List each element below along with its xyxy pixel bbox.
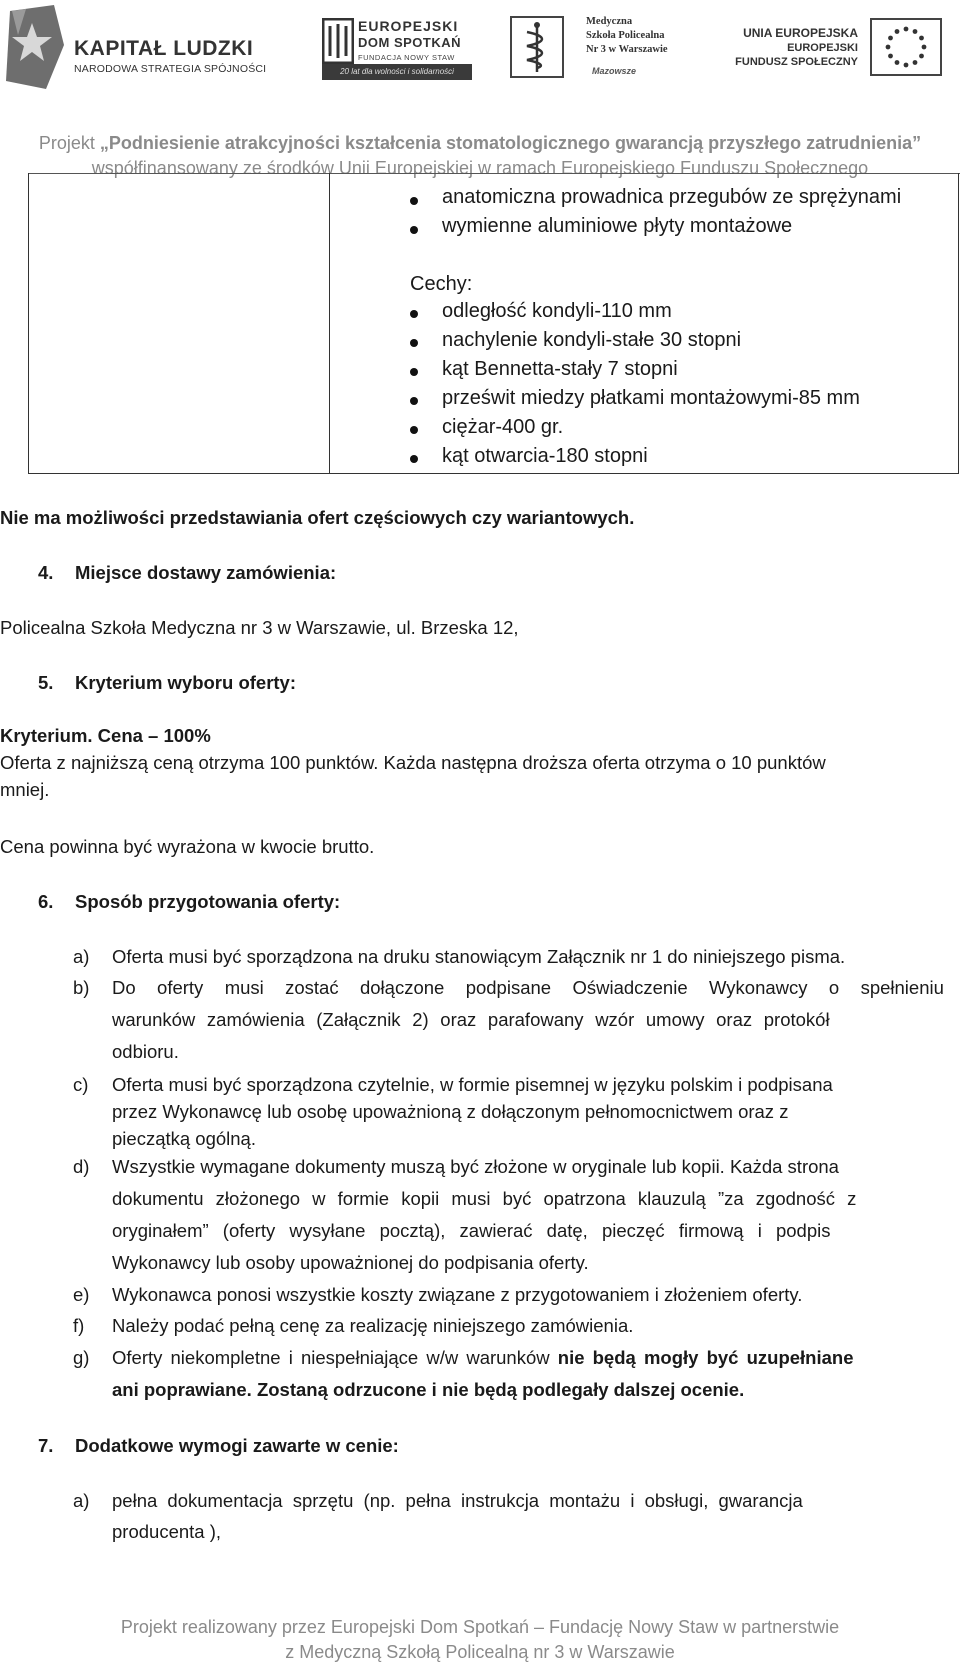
medyczna-szkola-logo (510, 16, 685, 80)
section-7-title: Dodatkowe wymogi zawarte w cenie: (75, 1435, 399, 1456)
kapital-ludzki-title: KAPITAŁ LUDZKI (74, 37, 254, 60)
list-item-text: oryginałem” (oferty wysyłane pocztą), zawierać datę, pieczęć firmową i podpis (112, 1220, 831, 1241)
list-item-label: f) (73, 1315, 85, 1336)
list-item-text-normal: Oferty niekompletne i niespełniające w/w warunków (112, 1347, 558, 1368)
section-5-title: Kryterium wyboru oferty: (75, 672, 297, 693)
eds-band: 20 lat dla wolności i solidarności (322, 64, 472, 80)
list-item-label: a) (73, 1490, 90, 1511)
section-6-number: 6. (38, 891, 54, 912)
table-left-border (28, 173, 29, 474)
list-item-text-bold: ani poprawiane. Zostaną odrzucone i nie będą podlegały dalszej ocenie. (112, 1379, 745, 1400)
section-7-number: 7. (38, 1435, 54, 1456)
feature-item: kąt Bennetta-stały 7 stopni (442, 358, 678, 380)
caduceus-icon (512, 18, 562, 76)
project-title: „Podniesienie atrakcyjności kształcenia stomatologicznego gwarancją przyszłego zatrudnienia” (99, 133, 922, 153)
bullet-icon (410, 368, 418, 376)
ue-line3: FUNDUSZ SPOŁECZNY (735, 56, 858, 68)
eds-emblem-icon (322, 18, 354, 64)
footer-line-1: Projekt realizowany przez Europejski Dom Spotkań – Fundację Nowy Staw w partnerstwie (120, 1617, 840, 1637)
list-item-label: e) (73, 1284, 90, 1305)
eu-flag-icon (870, 18, 942, 76)
offer-scoring-line-2: mniej. (0, 779, 50, 800)
bullet-icon (410, 197, 418, 205)
eds-line2: DOM SPOTKAŃ (358, 35, 461, 50)
list-item-text: Wykonawca ponosi wszystkie koszty związane z przygotowaniem i złożeniem oferty. (112, 1284, 803, 1305)
features-label: Cechy: (410, 273, 473, 295)
word: oferty (157, 977, 204, 998)
list-item-text-bold: nie będą mogły być uzupełniane (557, 1347, 854, 1368)
list-item-text: Oferta musi być sporządzona na druku stanowiącym Załącznik nr 1 do niniejszego pisma. (112, 946, 846, 967)
list-item-text: pełna dokumentacja sprzętu (np. pełna instrukcja montażu i obsługi, gwarancja (112, 1490, 803, 1511)
bullet-icon (410, 455, 418, 463)
kapital-ludzki-logo (6, 5, 276, 95)
table-bottom-border (28, 473, 959, 474)
mazowsze-brand: Mazowsze (592, 66, 637, 76)
criterion-label: Kryterium. (0, 725, 98, 746)
ue-line2: EUROPEJSKI (787, 42, 858, 54)
table-top-border (28, 173, 960, 174)
project-prefix: Projekt (38, 133, 100, 153)
criterion-price: Cena – 100% (97, 725, 211, 746)
list-item-text: Oferta musi być sporządzona czytelnie, w formie pisemnej w języku polskim i podpisana (112, 1074, 833, 1095)
bullet-icon (410, 226, 418, 234)
list-item-label: g) (73, 1347, 90, 1368)
list-item-label: d) (73, 1156, 90, 1177)
list-item-text: pieczątką ogólną. (112, 1128, 256, 1149)
bullet-icon (410, 310, 418, 318)
feature-item: nachylenie kondyli-stałe 30 stopni (442, 329, 742, 351)
word: Wykonawcy (709, 977, 808, 998)
ue-line1: UNIA EUROPEJSKA (743, 26, 858, 40)
list-item-text (112, 1347, 854, 1369)
section-4-title: Miejsce dostawy zamówienia: (75, 562, 337, 583)
word: musi (224, 977, 264, 998)
medyczna-line1: Medyczna (586, 16, 633, 27)
table-item: anatomiczna prowadnica przegubów ze sprężynami (442, 186, 902, 208)
no-partial-offers-note: Nie ma możliwości przedstawiania ofert częściowych czy wariantowych. (0, 507, 635, 528)
section-5-number: 5. (38, 672, 54, 693)
list-item-text: Wykonawcy lub osoby upoważnionej do podpisania oferty. (112, 1252, 589, 1273)
word: Oświadczenie (572, 977, 688, 998)
list-item-text (112, 977, 944, 999)
word: spełnieniu (860, 977, 944, 998)
unia-europejska-logo (724, 16, 942, 80)
list-item-text: producenta ), (112, 1521, 222, 1542)
offer-scoring-line: Oferta z najniższą ceną otrzyma 100 punktów. Każda następna droższa oferta otrzyma o 10 punktów (0, 752, 826, 773)
table-item: wymienne aluminiowe płyty montażowe (442, 215, 793, 237)
delivery-place: Policealna Szkoła Medyczna nr 3 w Warszawie, ul. Brzeska 12, (0, 617, 519, 638)
section-6-title: Sposób przygotowania oferty: (75, 891, 341, 912)
medyczna-line3: Nr 3 w Warszawie (586, 44, 668, 55)
list-item-text: przez Wykonawcę lub osobę upoważnioną z dołączonym pełnomocnictwem oraz z (112, 1101, 789, 1122)
list-item-text: dokumentu złożonego w formie kopii musi być opatrzona klauzulą ”za zgodność z (112, 1188, 857, 1209)
medyczna-emblem-frame (510, 16, 564, 78)
feature-item: odległość kondyli-110 mm (442, 300, 672, 322)
project-title-line (0, 133, 960, 154)
price-gross-note: Cena powinna być wyrażona w kwocie brutto. (0, 836, 375, 857)
footer-line-2: z Medyczną Szkołą Policealną nr 3 w Warszawie (285, 1642, 675, 1662)
kapital-ludzki-subtitle: NARODOWA STRATEGIA SPÓJNOŚCI (74, 63, 267, 75)
word: dołączone (359, 977, 445, 998)
criterion-line (0, 725, 211, 747)
bullet-icon (410, 397, 418, 405)
word: o (828, 977, 840, 998)
word: Do (112, 977, 136, 998)
bullet-icon (410, 426, 418, 434)
table-column-divider (329, 173, 330, 474)
list-item-label: c) (73, 1074, 89, 1095)
medyczna-line2: Szkoła Policealna (586, 30, 665, 41)
word: podpisane (465, 977, 552, 998)
list-item-text: warunków zamówienia (Załącznik 2) oraz parafowany wzór umowy oraz protokół (112, 1009, 830, 1030)
project-cofinancing-line: współfinansowany ze środków Unii Europejskiej w ramach Europejskiego Funduszu Społecznego (91, 158, 869, 178)
list-item-label: a) (73, 946, 90, 967)
list-item-text: odbioru. (112, 1041, 179, 1062)
feature-item: kąt otwarcia-180 stopni (442, 445, 648, 467)
europejski-dom-spotkan-logo (322, 16, 474, 82)
kapital-ludzki-star-icon (6, 5, 68, 93)
feature-item: prześwit miedzy płatkami montażowymi-85 mm (442, 387, 860, 409)
bullet-icon (410, 339, 418, 347)
table-right-border (958, 173, 959, 474)
word: zostać (285, 977, 339, 998)
list-item-text: Należy podać pełną cenę za realizację niniejszego zamówienia. (112, 1315, 634, 1336)
list-item-label: b) (73, 977, 90, 998)
feature-item: ciężar-400 gr. (442, 416, 564, 438)
eds-line3: FUNDACJA NOWY STAW (358, 53, 455, 62)
list-item-text: Wszystkie wymagane dokumenty muszą być złożone w oryginale lub kopii. Każda strona (112, 1156, 839, 1177)
eds-line1: EUROPEJSKI (358, 18, 459, 34)
section-4-number: 4. (38, 562, 54, 583)
